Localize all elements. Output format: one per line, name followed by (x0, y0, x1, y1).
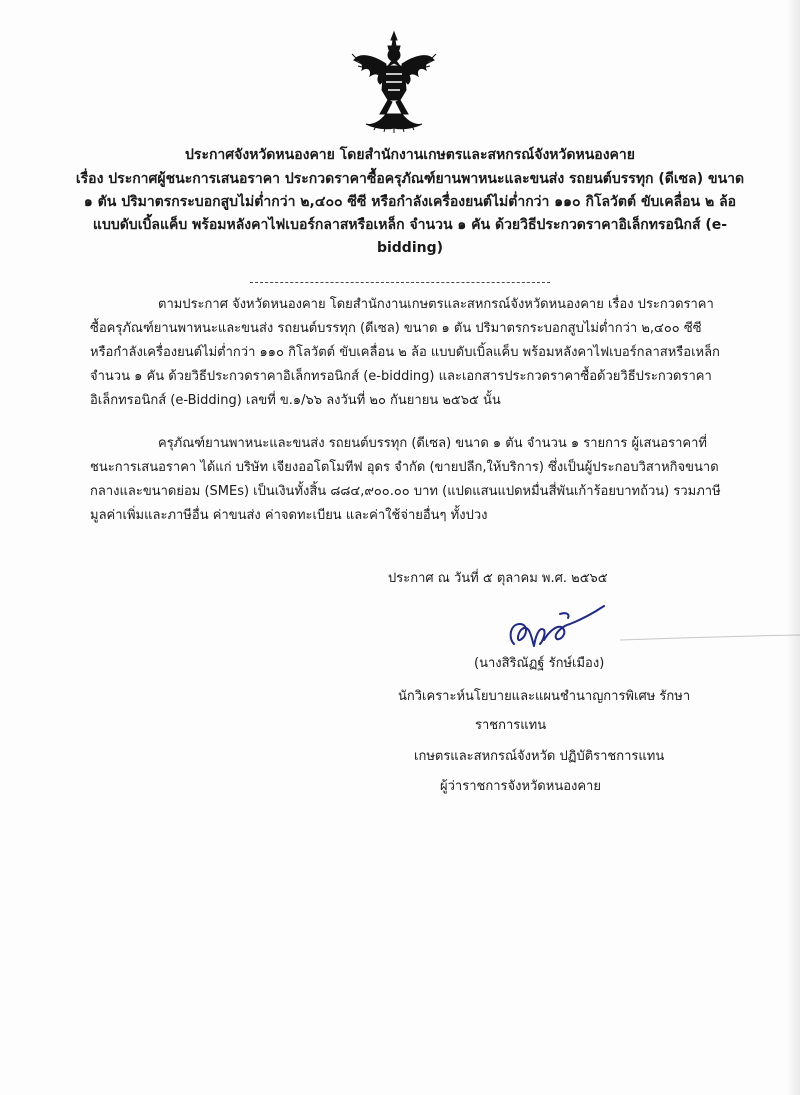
signature (500, 600, 610, 660)
agency-heading: ประกาศจังหวัดหนองคาย โดยสำนักงานเกษตรและสหกรณ์จังหวัดหนองคาย (185, 147, 635, 163)
scan-mark (620, 634, 800, 642)
paragraph1-line: อิเล็กทรอนิกส์ (e-Bidding) เลขที่ ข.๑/๖๖ ลงวันที่ ๒๐ กันยายน ๒๕๖๕ นั้น (90, 393, 501, 408)
garuda-emblem-icon (350, 30, 438, 134)
paragraph1-line: ตามประกาศ จังหวัดหนองคาย โดยสำนักงานเกษตรและสหกรณ์จังหวัดหนองคาย เรื่อง ประกวดราคา (158, 297, 714, 312)
subject-line: แบบดับเบิ้ลแค็บ พร้อมหลังคาไฟเบอร์กลาสหรือเหล็ก จำนวน ๑ คัน ด้วยวิธีประกวดราคาอิเล็กทรอนิกส์ (e- (92, 217, 728, 233)
subject-line: bidding) (376, 240, 444, 256)
divider (250, 282, 550, 283)
subject-heading (60, 168, 760, 260)
subject-line: เรื่อง ประกาศผู้ชนะการเสนอราคา ประกวดราคาซื้อครุภัณฑ์ยานพาหนะและขนส่ง รถยนต์บรรทุก (ดีเซล) ขนาด (75, 171, 745, 187)
subject-line: ๑ ตัน ปริมาตรกระบอกสูบไม่ต่ำกว่า ๒,๔๐๐ ซีซี หรือกำลังเครื่องยนต์ไม่ต่ำกว่า ๑๑๐ กิโลวัตต์ ขับเคลื่อน ๒ ล้อ (83, 194, 737, 210)
paragraph2-line: ครุภัณฑ์ยานพาหนะและขนส่ง รถยนต์บรรทุก (ดีเซล) ขนาด ๑ ตัน จำนวน ๑ รายการ ผู้เสนอราคาที่ (158, 436, 707, 451)
announce-date: ประกาศ ณ วันที่ ๕ ตุลาคม พ.ศ. ๒๕๖๕ (388, 571, 608, 586)
paragraph2-line: ชนะการเสนอราคา ได้แก่ บริษัท เจียงออโตโมทีฟ อุดร จำกัด (ขายปลีก,ให้บริการ) ซึ่งเป็นผู้ประกอบวิสาหกิจขนาด (90, 460, 719, 475)
paragraph1-line: จำนวน ๑ คัน ด้วยวิธีประกวดราคาอิเล็กทรอนิกส์ (e-bidding) และเอกสารประกวดราคาซื้อด้วยวิธีประกวดราคา (90, 369, 712, 384)
signer-position-line: นักวิเคราะห์นโยบายและแผนชำนาญการพิเศษ รักษา (398, 689, 691, 704)
paragraph1-line: ซื้อครุภัณฑ์ยานพาหนะและขนส่ง รถยนต์บรรทุก (ดีเซล) ขนาด ๑ ตัน ปริมาตรกระบอกสูบไม่ต่ำกว่า ๒,๔๐๐ ซีซี (90, 321, 702, 336)
signer-position-line: เกษตรและสหกรณ์จังหวัด ปฏิบัติราชการแทน (414, 749, 665, 764)
paragraph1-line: หรือกำลังเครื่องยนต์ไม่ต่ำกว่า ๑๑๐ กิโลวัตต์ ขับเคลื่อน ๒ ล้อ แบบดับเบิ้ลแค็บ พร้อมหลังคาไฟเบอร์กลาสหรือเหล็ก (90, 345, 720, 360)
signer-name: (นางสิริณัฏฐ์ รักษ์เมือง) (474, 656, 605, 671)
signer-position-line: ราชการแทน (475, 718, 547, 733)
paragraph2-line: มูลค่าเพิ่มและภาษีอื่น ค่าขนส่ง ค่าจดทะเบียน และค่าใช้จ่ายอื่นๆ ทั้งปวง (90, 508, 488, 523)
signer-position-line: ผู้ว่าราชการจังหวัดหนองคาย (440, 779, 601, 794)
page-edge (786, 0, 800, 1095)
paragraph2-line: กลางและขนาดย่อม (SMEs) เป็นเงินทั้งสิ้น ๘๘๔,๙๐๐.๐๐ บาท (แปดแสนแปดหมื่นสี่พันเก้าร้อยบาทถ้วน) รวมภาษี (90, 484, 721, 499)
